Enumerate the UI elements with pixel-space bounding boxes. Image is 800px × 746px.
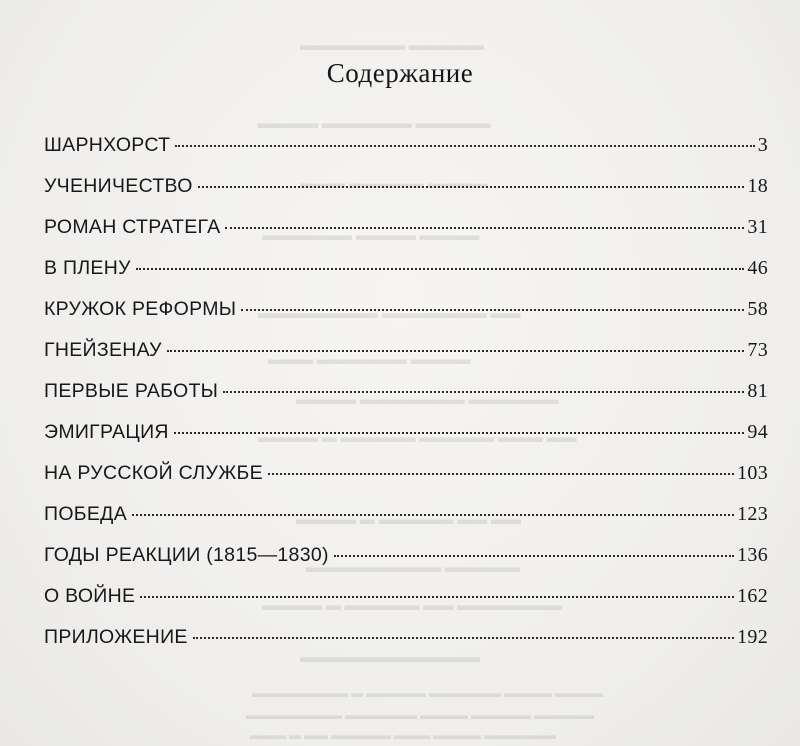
- toc-entry-page: 103: [737, 462, 768, 484]
- bleed-through-line: ▬▬▬ ▬▬▬▬▬ ▬▬▬▬: [300, 176, 488, 192]
- bleed-through-line: ▬▬▬▬▬▬▬ ▬▬▬▬▬: [300, 38, 484, 54]
- toc-entry-page: 123: [737, 503, 768, 525]
- toc-entry-page: 73: [747, 339, 768, 361]
- toc-entry-page: 81: [747, 380, 768, 402]
- bleed-through-line: ▬▬▬▬ ▬ ▬▬▬▬▬ ▬▬ ▬▬▬▬▬▬▬: [262, 598, 562, 614]
- toc-entry-page: 94: [747, 421, 768, 443]
- bleed-through-line: ▬▬▬▬▬▬▬▬ ▬▬▬▬▬▬ ▬▬▬▬ ▬▬▬▬▬ ▬▬▬▬▬: [246, 708, 594, 722]
- page-title: Содержание: [326, 58, 474, 88]
- toc-entry-title: ПРИЛОЖЕНИЕ: [44, 626, 188, 648]
- dot-leader: [241, 309, 744, 311]
- dot-leader: [198, 186, 745, 188]
- toc-entry-title: ЭМИГРАЦИЯ: [44, 421, 169, 443]
- dot-leader: [175, 145, 754, 147]
- bleed-through-line: ▬▬▬ ▬ ▬▬ ▬▬▬▬▬ ▬▬▬ ▬▬▬▬ ▬▬▬▬▬▬: [250, 728, 556, 742]
- dot-leader: [193, 637, 734, 639]
- toc-entry-title: КРУЖОК РЕФОРМЫ: [44, 298, 237, 320]
- toc-entry[interactable]: [44, 298, 768, 339]
- bleed-through-line: ▬▬▬▬▬▬▬▬▬▬▬▬: [300, 650, 480, 666]
- toc-entry-title: НА РУССКОЙ СЛУЖБЕ: [44, 462, 263, 484]
- dot-leader: [225, 227, 744, 229]
- toc-entry[interactable]: [44, 175, 768, 216]
- bleed-through-line: ▬▬▬ ▬▬▬▬▬▬ ▬▬▬▬: [268, 352, 471, 368]
- toc-entry-page: 58: [747, 298, 768, 320]
- bleed-through-line: ▬▬▬▬ ▬ ▬▬▬▬▬ ▬▬ ▬▬: [296, 512, 521, 528]
- toc-entry-title: ШАРНХОРСТ: [44, 134, 171, 156]
- toc-entry-title: ПОБЕДА: [44, 503, 127, 525]
- dot-leader: [140, 596, 734, 598]
- toc-entry-title: ПЕРВЫЕ РАБОТЫ: [44, 380, 219, 402]
- toc-entry-title: В ПЛЕНУ: [44, 257, 131, 279]
- bleed-through-line: ▬▬▬▬▬▬ ▬▬▬▬ ▬▬▬▬: [262, 228, 480, 244]
- dot-leader: [136, 268, 745, 270]
- bleed-through-line: ▬▬▬▬▬▬▬▬ ▬ ▬▬▬▬▬ ▬▬▬▬▬▬ ▬▬▬▬ ▬▬▬▬: [252, 686, 603, 700]
- bleed-through-line: ▬▬▬▬ ▬ ▬▬▬▬▬ ▬▬▬▬▬ ▬▬▬ ▬▬: [258, 430, 577, 446]
- toc-entry-page: 136: [737, 544, 768, 566]
- toc-entry[interactable]: [44, 134, 768, 175]
- bleed-through-line: ▬▬▬▬ ▬▬▬▬▬▬ ▬▬▬▬▬: [258, 116, 491, 132]
- toc-entry[interactable]: [44, 257, 768, 298]
- dot-leader: [174, 432, 745, 434]
- toc-entry-title: ГНЕЙЗЕНАУ: [44, 339, 162, 361]
- toc-entry[interactable]: [44, 462, 768, 503]
- toc-entry-title: ГОДЫ РЕАКЦИИ (1815—1830): [44, 544, 329, 566]
- dot-leader: [268, 473, 734, 475]
- toc-entry[interactable]: [44, 339, 768, 380]
- toc-entry-page: 162: [737, 585, 768, 607]
- toc-entry[interactable]: [44, 544, 768, 585]
- toc-entry-page: 192: [737, 626, 768, 648]
- dot-leader: [223, 391, 744, 393]
- toc-entry[interactable]: [44, 626, 768, 667]
- dot-leader: [334, 555, 734, 557]
- dot-leader: [167, 350, 745, 352]
- toc-entry[interactable]: [44, 421, 768, 462]
- toc-entry[interactable]: [44, 585, 768, 626]
- dot-leader: [132, 514, 734, 516]
- bleed-through-line: ▬▬▬▬▬▬▬▬ ▬▬▬▬▬▬▬ ▬▬: [258, 306, 521, 322]
- table-of-contents: [44, 134, 768, 667]
- toc-entry-title: О ВОЙНЕ: [44, 585, 136, 607]
- toc-entry[interactable]: [44, 503, 768, 544]
- toc-entry[interactable]: [44, 380, 768, 421]
- toc-entry[interactable]: [44, 216, 768, 257]
- bleed-through-line: ▬▬▬▬▬▬▬▬▬ ▬▬▬▬▬: [306, 560, 520, 576]
- toc-entry-page: 46: [747, 257, 768, 279]
- toc-entry-page: 31: [747, 216, 768, 238]
- toc-entry-title: РОМАН СТРАТЕГА: [44, 216, 221, 238]
- bleed-through-line: ▬▬▬▬ ▬▬▬▬▬▬▬ ▬▬▬▬▬▬: [296, 392, 559, 408]
- toc-entry-title: УЧЕНИЧЕСТВО: [44, 175, 193, 197]
- toc-entry-page: 3: [757, 134, 768, 156]
- toc-entry-page: 18: [747, 175, 768, 197]
